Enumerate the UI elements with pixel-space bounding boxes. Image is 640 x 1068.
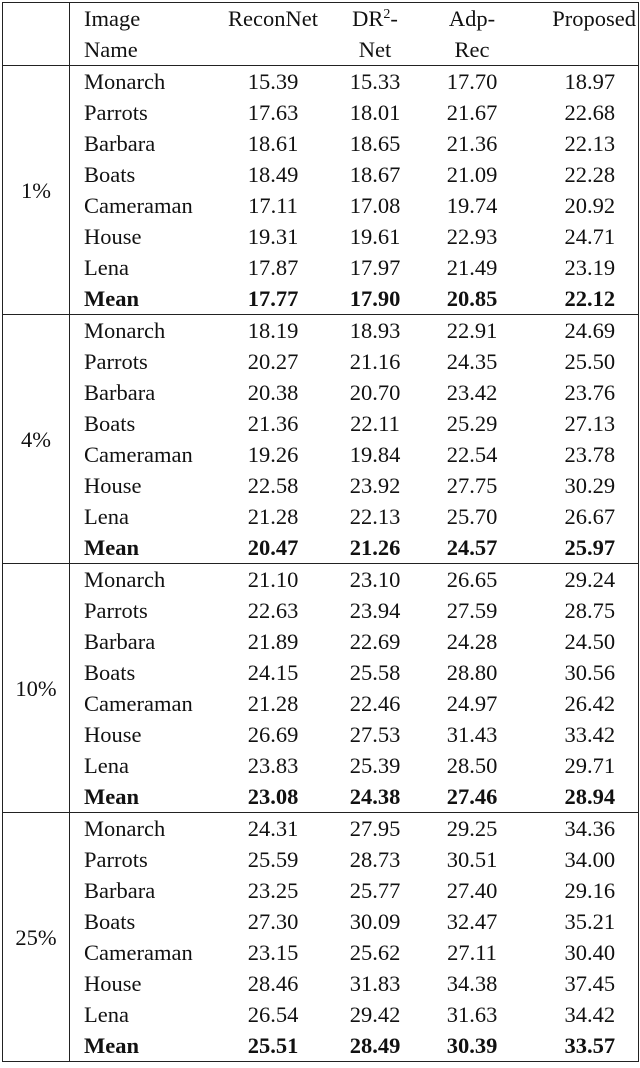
image-name-cell: Cameraman [84,940,193,965]
proposed-value: 22.28 [564,162,616,187]
dr2net-value: 18.01 [349,100,401,125]
table-row [3,626,639,657]
proposed-value: 37.45 [564,971,616,996]
table-row [3,439,639,470]
reconnet-value: 21.10 [247,567,299,592]
reconnet-value: 19.26 [247,442,299,467]
dr2net-value: 25.39 [349,753,401,778]
adprec-value: 24.28 [446,629,498,654]
table-row [3,719,639,750]
image-name-cell: Boats [84,162,136,187]
reconnet-value: 23.25 [247,878,299,903]
dr2net-value: 22.69 [349,629,401,654]
header-image-name-line2: Name [84,37,138,62]
mean-row [3,781,639,813]
adprec-value: 30.51 [446,847,498,872]
proposed-value: 22.13 [564,131,616,156]
header-reconnet: ReconNet [213,3,328,66]
dr2net-value: 18.65 [349,131,401,156]
table-row [3,128,639,159]
proposed-value: 23.19 [564,255,616,280]
reconnet-value: 26.69 [247,722,299,747]
adprec-value: 28.80 [446,660,498,685]
image-name-cell: Mean [70,283,213,315]
dr2net-value: 17.90 [328,283,423,315]
sampling-ratio-group [3,813,639,1062]
table-header [3,3,639,66]
reconnet-value: 21.36 [247,411,299,436]
dr2net-value: 25.58 [349,660,401,685]
image-name-cell: Parrots [84,349,148,374]
dr2net-value: 18.93 [349,318,401,343]
sampling-ratio-group [3,315,639,564]
proposed-value: 26.42 [564,691,616,716]
image-name-cell: Boats [84,411,136,436]
table-row [3,97,639,128]
adprec-value: 25.29 [446,411,498,436]
image-name-cell: Monarch [84,318,166,343]
dr2net-value: 22.13 [349,504,401,529]
image-name-cell: House [84,971,142,996]
sampling-ratio-group [3,564,639,813]
dr2net-value: 21.16 [349,349,401,374]
header-proposed: Proposed [522,3,639,66]
mean-row [3,283,639,315]
image-name-cell: House [84,722,142,747]
reconnet-value: 23.15 [247,940,299,965]
reconnet-value: 18.19 [247,318,299,343]
proposed-value: 20.92 [564,193,616,218]
header-adprec-line1: Adp- [448,6,496,31]
adprec-value: 34.38 [446,971,498,996]
reconnet-value: 25.51 [213,1030,328,1062]
reconnet-value: 22.58 [247,473,299,498]
dr2net-value: 19.61 [349,224,401,249]
table-row [3,377,639,408]
header-dr2net-dash: - [390,6,398,31]
header-row [3,3,639,66]
proposed-value: 23.76 [564,380,616,405]
reconnet-value: 23.08 [213,781,328,813]
adprec-value: 22.91 [446,318,498,343]
image-name-cell: Cameraman [84,691,193,716]
dr2net-value: 23.10 [349,567,401,592]
proposed-value: 34.42 [564,1002,616,1027]
dr2net-value: 31.83 [349,971,401,996]
reconnet-value: 20.38 [247,380,299,405]
dr2net-value: 21.26 [328,532,423,564]
reconnet-value: 26.54 [247,1002,299,1027]
reconnet-value: 21.89 [247,629,299,654]
dr2net-value: 15.33 [349,69,401,94]
reconnet-value: 28.46 [247,971,299,996]
dr2net-value: 30.09 [349,909,401,934]
reconnet-value: 17.63 [247,100,299,125]
adprec-value: 32.47 [446,909,498,934]
table-row [3,159,639,190]
table-row [3,564,639,596]
header-image-name [70,3,213,66]
table-row [3,813,639,845]
image-name-cell: House [84,473,142,498]
adprec-value: 28.50 [446,753,498,778]
adprec-value: 26.65 [446,567,498,592]
table-row [3,906,639,937]
reconnet-value: 17.87 [247,255,299,280]
image-name-cell: Barbara [84,380,156,405]
reconnet-value: 15.39 [247,69,299,94]
table-row [3,66,639,98]
adprec-value: 27.75 [446,473,498,498]
image-name-cell: Cameraman [84,442,193,467]
header-dr2net [328,3,423,66]
reconnet-value: 23.83 [247,753,299,778]
adprec-value: 21.49 [446,255,498,280]
table-row [3,750,639,781]
header-dr2net-superscript: 2 [383,7,391,22]
dr2net-value: 22.11 [350,411,400,436]
adprec-value: 29.25 [446,816,498,841]
table-row [3,937,639,968]
sampling-ratio-cell: 4% [3,315,70,564]
sampling-ratio-cell: 25% [3,813,70,1062]
dr2net-value: 22.46 [349,691,401,716]
image-name-cell: Parrots [84,847,148,872]
adprec-value: 27.40 [446,878,498,903]
dr2net-value: 27.53 [349,722,401,747]
reconnet-value: 21.28 [247,691,299,716]
table-row [3,875,639,906]
proposed-value: 24.69 [564,318,616,343]
image-name-cell: Parrots [84,598,148,623]
reconnet-value: 20.27 [247,349,299,374]
reconnet-value: 27.30 [247,909,299,934]
adprec-value: 21.36 [446,131,498,156]
proposed-value: 28.75 [564,598,616,623]
dr2net-value: 18.67 [349,162,401,187]
dr2net-value: 23.94 [349,598,401,623]
sampling-ratio-group [3,66,639,315]
table-row [3,470,639,501]
table-row [3,968,639,999]
image-name-cell: Parrots [84,100,148,125]
table-row [3,221,639,252]
reconnet-value: 18.61 [247,131,299,156]
image-name-cell: Boats [84,909,136,934]
proposed-value: 27.13 [564,411,616,436]
reconnet-value: 19.31 [247,224,299,249]
table-row [3,595,639,626]
dr2net-value: 17.97 [349,255,401,280]
image-name-cell: Barbara [84,131,156,156]
image-name-cell: Monarch [84,567,166,592]
adprec-value: 23.42 [446,380,498,405]
proposed-value: 25.97 [522,532,639,564]
proposed-value: 34.36 [564,816,616,841]
proposed-value: 33.57 [522,1030,639,1062]
adprec-value: 22.54 [446,442,498,467]
proposed-value: 26.67 [564,504,616,529]
proposed-value: 25.50 [564,349,616,374]
dr2net-value: 23.92 [349,473,401,498]
adprec-value: 31.63 [446,1002,498,1027]
dr2net-value: 24.38 [328,781,423,813]
image-name-cell: Mean [70,1030,213,1062]
proposed-value: 22.68 [564,100,616,125]
results-table [2,2,639,1062]
adprec-value: 27.59 [446,598,498,623]
proposed-value: 34.00 [564,847,616,872]
header-adprec [423,3,522,66]
reconnet-value: 17.77 [213,283,328,315]
reconnet-value: 18.49 [247,162,299,187]
adprec-value: 24.35 [446,349,498,374]
reconnet-value: 24.15 [247,660,299,685]
adprec-value: 25.70 [446,504,498,529]
proposed-value: 23.78 [564,442,616,467]
table-row [3,190,639,221]
header-image-name-line1: Image [84,6,141,31]
sampling-ratio-cell: 1% [3,66,70,315]
header-dr2net-prefix: DR [352,6,384,31]
dr2net-value: 27.95 [349,816,401,841]
reconnet-value: 21.28 [247,504,299,529]
image-name-cell: Barbara [84,629,156,654]
adprec-value: 17.70 [446,69,498,94]
image-name-cell: Lena [84,255,129,280]
table-row [3,346,639,377]
dr2net-value: 25.77 [349,878,401,903]
proposed-value: 24.50 [564,629,616,654]
dr2net-value: 25.62 [349,940,401,965]
mean-row [3,532,639,564]
image-name-cell: Cameraman [84,193,193,218]
proposed-value: 30.40 [564,940,616,965]
reconnet-value: 20.47 [213,532,328,564]
adprec-value: 30.39 [423,1030,522,1062]
adprec-value: 24.57 [423,532,522,564]
proposed-value: 30.29 [564,473,616,498]
image-name-cell: Lena [84,504,129,529]
table-row [3,315,639,347]
header-dr2net-line1 [328,3,423,34]
dr2net-value: 20.70 [349,380,401,405]
header-dr2net-line2: Net [358,37,392,62]
image-name-cell: House [84,224,142,249]
table-row [3,252,639,283]
image-name-cell: Lena [84,753,129,778]
image-name-cell: Barbara [84,878,156,903]
dr2net-value: 19.84 [349,442,401,467]
image-name-cell: Monarch [84,816,166,841]
reconnet-value: 17.11 [248,193,298,218]
mean-row [3,1030,639,1062]
adprec-value: 27.46 [423,781,522,813]
adprec-value: 27.11 [447,940,497,965]
adprec-value: 31.43 [446,722,498,747]
proposed-value: 29.16 [564,878,616,903]
adprec-value: 21.09 [446,162,498,187]
adprec-value: 20.85 [423,283,522,315]
proposed-value: 22.12 [522,283,639,315]
proposed-value: 29.71 [564,753,616,778]
image-name-cell: Lena [84,1002,129,1027]
table-row [3,408,639,439]
adprec-value: 19.74 [446,193,498,218]
proposed-value: 18.97 [564,69,616,94]
table-row [3,501,639,532]
adprec-value: 24.97 [446,691,498,716]
adprec-value: 21.67 [446,100,498,125]
dr2net-value: 17.08 [349,193,401,218]
proposed-value: 33.42 [564,722,616,747]
dr2net-value: 29.42 [349,1002,401,1027]
sampling-ratio-cell: 10% [3,564,70,813]
image-name-cell: Mean [70,781,213,813]
image-name-cell: Mean [70,532,213,564]
table-row [3,844,639,875]
image-name-cell: Monarch [84,69,166,94]
dr2net-value: 28.49 [328,1030,423,1062]
proposed-value: 35.21 [564,909,616,934]
reconnet-value: 22.63 [247,598,299,623]
proposed-value: 24.71 [564,224,616,249]
header-ratio-cell [3,3,70,66]
header-adprec-line2: Rec [454,37,490,62]
reconnet-value: 24.31 [247,816,299,841]
image-name-cell: Boats [84,660,136,685]
dr2net-value: 28.73 [349,847,401,872]
reconnet-value: 25.59 [247,847,299,872]
table-row [3,657,639,688]
proposed-value: 28.94 [522,781,639,813]
table-row [3,999,639,1030]
table-row [3,688,639,719]
proposed-value: 29.24 [564,567,616,592]
proposed-value: 30.56 [564,660,616,685]
adprec-value: 22.93 [446,224,498,249]
